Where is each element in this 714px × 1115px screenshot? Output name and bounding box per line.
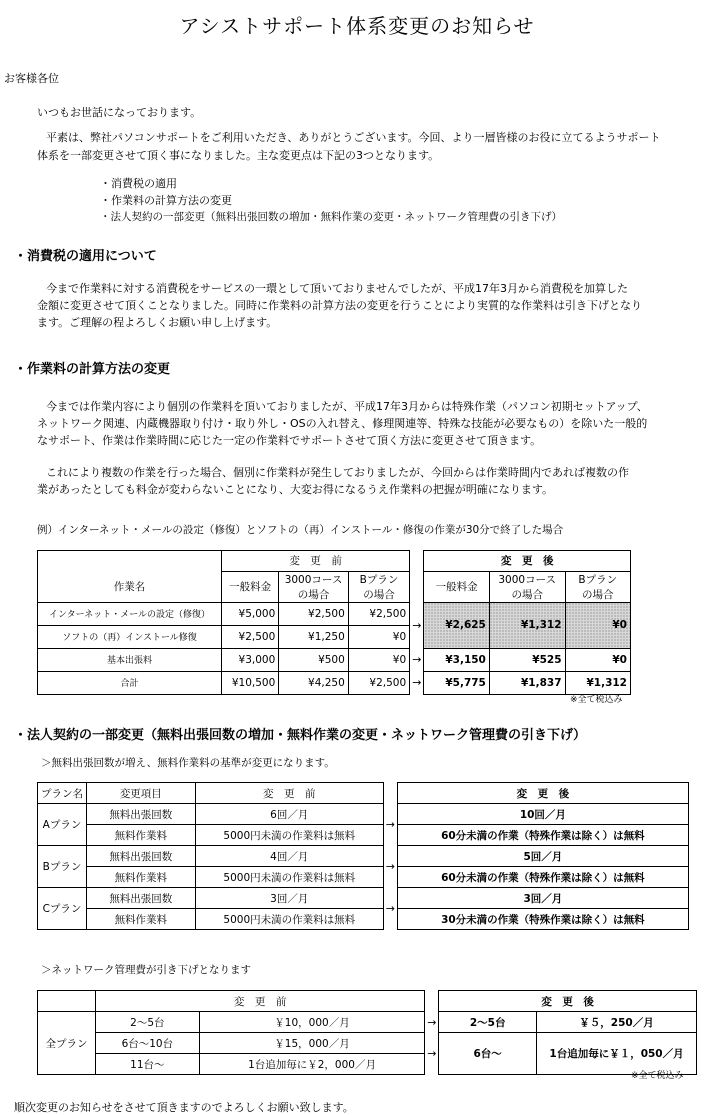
- fee-comparison-table: [37, 550, 631, 695]
- arrow: →: [412, 618, 422, 632]
- arrow: →: [427, 1047, 437, 1060]
- network-fee-table: [37, 990, 697, 1075]
- table-row: インターネット・メールの設定（修復） ¥5,000 ¥2,500 ¥2,500 → ¥2,625 ¥1,312 ¥0: [38, 602, 631, 625]
- header-before: 変 更 前: [222, 551, 410, 572]
- header-item: 変更項目: [87, 783, 196, 804]
- table-row: ソフトの（再）インストール修復 ¥2,500 ¥1,250 ¥0: [38, 625, 631, 648]
- table-row: 基本出張料 ¥3,000 ¥500 ¥0 → ¥3,150 ¥525 ¥0: [38, 648, 631, 671]
- paragraph-line: ます。ご理解の程よろしくお願い申し上げます。: [37, 316, 278, 329]
- paragraph-line: 今までは作業内容により個別の作業料を頂いておりましたが、平成17年3月からは特殊作業（パソコン初期セットアップ、: [46, 400, 648, 413]
- bullet-item: ・消費税の適用: [100, 177, 177, 190]
- paragraph-line: なサポート、作業は作業時間に応じた一定の作業料でサポートさせて頂く方法に変更させて頂きます。: [37, 434, 542, 447]
- intro-line: いつもお世話になっております。: [37, 106, 202, 119]
- intro-line: 平素は、弊社パソコンサポートをご利用いただき、ありがとうございます。今回、より一層皆様のお役に立てるようサポート: [46, 131, 661, 144]
- paragraph-line: 今まで作業料に対する消費税をサービスの一環として頂いておりませんでしたが、平成17年3月から消費税を加算した: [46, 282, 628, 295]
- subheading: ＞ネットワーク管理費が引き下げとなります: [41, 964, 251, 976]
- table-row: 6台～10台 ￥15，000／月 → 6台～ 1台追加毎に￥１，050／月: [38, 1033, 697, 1054]
- bullet-item: ・法人契約の一部変更（無料出張回数の増加・無料作業の変更・ネットワーク管理費の引き下げ）: [100, 211, 562, 223]
- table-row: 無料作業料 5000円未満の作業料は無料 60分未満の作業（特殊作業は除く）は無料: [38, 867, 689, 888]
- header-3000-after: 3000コース の場合: [489, 571, 565, 602]
- header-before: 変 更 前: [195, 783, 383, 804]
- closing-text: 順次変更のお知らせをさせて頂きますのでよろしくお願い致します。: [14, 1101, 354, 1114]
- header-bplan-after: Bプラン の場合: [565, 571, 630, 602]
- arrow: →: [412, 676, 422, 689]
- table-row: 全プラン 2～5台 ￥10，000／月 → 2～5台 ￥５，250／月: [38, 1012, 697, 1033]
- arrow: →: [385, 818, 395, 831]
- section-heading: ・作業料の計算方法の変更: [14, 362, 171, 377]
- header-general-after: 一般料金: [424, 571, 489, 602]
- paragraph-line: これにより複数の作業を行った場合、個別に作業料が発生しておりましたが、今回からは作業時間内であれば複数の作: [46, 466, 629, 479]
- header-plan: プラン名: [38, 783, 87, 804]
- table-row: 合計 ¥10,500 ¥4,250 ¥2,500 → ¥5,775 ¥1,837 ¥1,312: [38, 671, 631, 694]
- header-before: 変 更 前: [95, 991, 424, 1012]
- arrow: →: [412, 653, 422, 666]
- header-after: 変 更 後: [397, 783, 688, 804]
- table-row: Cプラン 無料出張回数 3回／月 → 3回／月: [38, 888, 689, 909]
- table-row: 11台～ 1台追加毎に￥2，000／月: [38, 1054, 697, 1075]
- tax-note: ※全て税込み: [570, 695, 623, 705]
- tax-note: ※全て税込み: [631, 1071, 684, 1081]
- header-after: 変 更 後: [424, 551, 631, 572]
- header-3000: 3000コース の場合: [279, 571, 349, 602]
- table-row: 無料作業料 5000円未満の作業料は無料 30分未満の作業（特殊作業は除く）は無料: [38, 909, 689, 930]
- arrow: →: [385, 902, 395, 915]
- header-bplan: Bプラン の場合: [348, 571, 409, 602]
- header-after: 変 更 後: [439, 991, 697, 1012]
- example-caption: 例）インターネット・メールの設定（修復）とソフトの（再）インストール・修復の作業が30分で終了した場合: [37, 524, 564, 536]
- paragraph-line: 業があったとしても料金が変わらないことになり、大変お得になるうえ作業料の把握が明確になります。: [37, 483, 554, 496]
- header-item: 作業名: [38, 571, 222, 602]
- section-heading: ・消費税の適用について: [14, 249, 157, 264]
- paragraph-line: ネットワーク関連、内蔵機器取り付け・取り外し・OSの入れ替え、修理関連等、特殊な技能が必要なもの）を除いた一般的: [37, 417, 648, 430]
- subheading: ＞無料出張回数が増え、無料作業料の基準が変更になります。: [41, 757, 335, 769]
- plan-cell: 全プラン: [38, 1012, 96, 1075]
- intro-line: 体系を一部変更させて頂く事になりました。主な変更点は下記の3つとなります。: [37, 149, 440, 162]
- salutation: お客様各位: [4, 72, 59, 85]
- page-title: アシストサポート体系変更のお知らせ: [179, 14, 535, 38]
- table-row: 無料作業料 5000円未満の作業料は無料 60分未満の作業（特殊作業は除く）は無料: [38, 825, 689, 846]
- paragraph-line: 金額に変更させて頂くことなりました。同時に作業料の計算方法の変更を行うことにより実質的な作業料は引き下げとなり: [37, 299, 642, 312]
- header-general: 一般料金: [222, 571, 279, 602]
- section-heading: ・法人契約の一部変更（無料出張回数の増加・無料作業の変更・ネットワーク管理費の引き下げ）: [14, 728, 587, 743]
- plan-change-table: [37, 782, 689, 930]
- table-row: Aプラン 無料出張回数 6回／月 → 10回／月: [38, 804, 689, 825]
- arrow: →: [427, 1015, 437, 1029]
- arrow: →: [385, 860, 395, 873]
- bullet-item: ・作業料の計算方法の変更: [100, 194, 232, 207]
- table-row: Bプラン 無料出張回数 4回／月 → 5回／月: [38, 846, 689, 867]
